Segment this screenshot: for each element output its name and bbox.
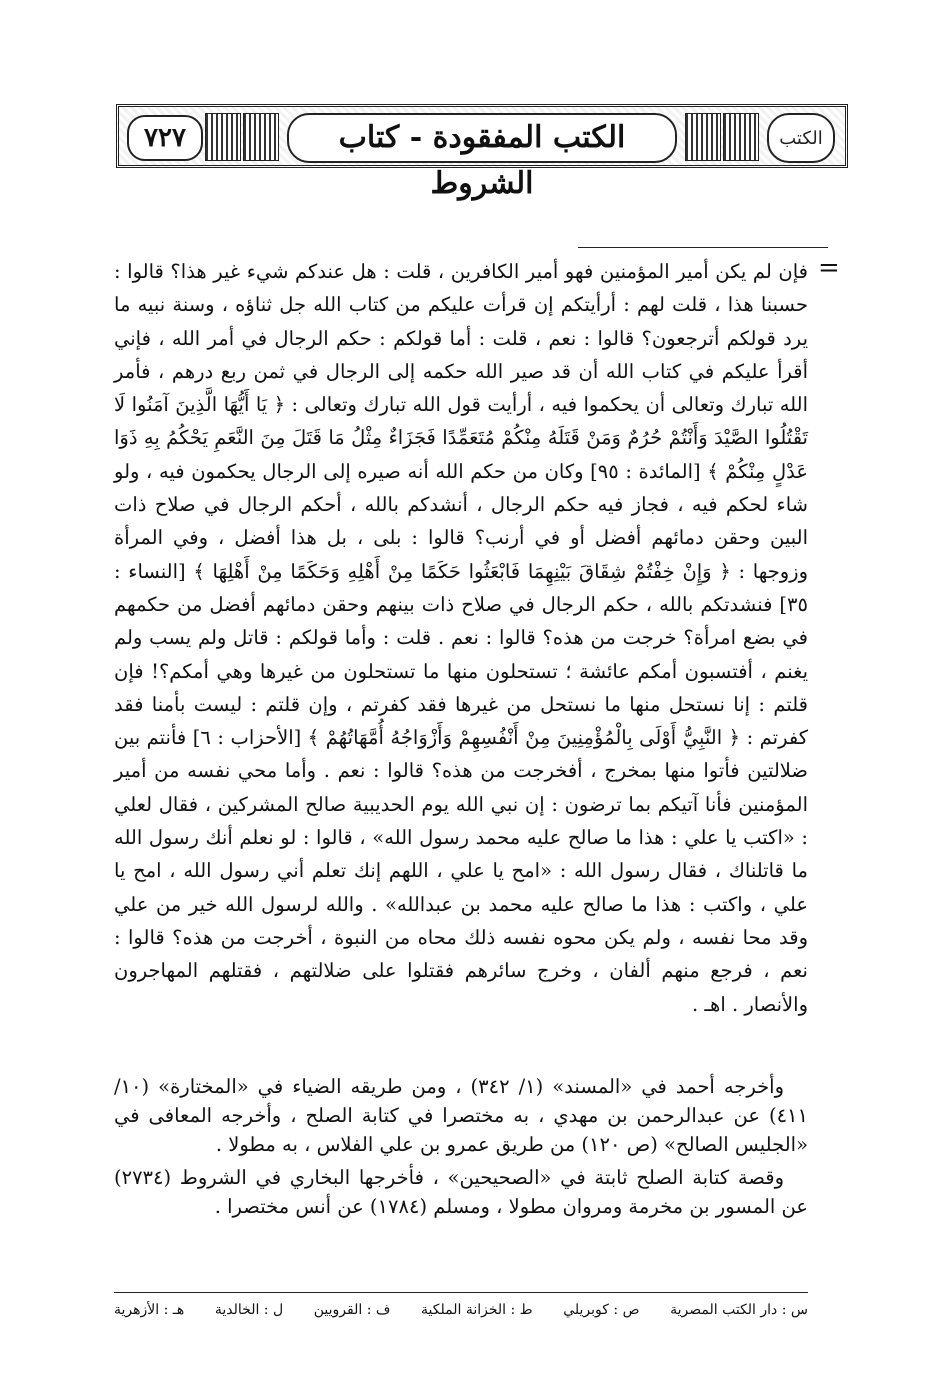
legend-item: ل : الخالدية <box>214 1302 284 1318</box>
page-header <box>116 104 848 201</box>
top-rule <box>578 247 828 248</box>
legend-item: ط : الخزانة الملكية <box>421 1302 533 1318</box>
legend-item: ص : كوبريلي <box>563 1302 640 1318</box>
bottom-rule <box>114 1292 808 1293</box>
main-paragraph: فإن لم يكن أمير المؤمنين فهو أمير الكافرين ، قلت : هل عندكم شيء غير هذا؟ قالوا : حسبنا هذا ، قلت لهم : أرأيتكم إن قرأت عليكم من كتاب الله جل ثناؤه ، وسنة نبيه ما يرد قولكم أترجعون؟ قالوا : نعم ، قلت : أما قولكم : حكم الرجال في أمر الله ، فإني أقرأ عليكم في كتاب الله أن قد صير الله حكمه إلى الرجال في ثمن ربع درهم ، فأمر الله تبارك وتعالى أن يحكموا فيه ، أرأيت قول الله تبارك وتعالى : ﴿ يَا أَيُّهَا الَّذِينَ آمَنُوا لَا تَقْتُلُوا الصَّيْدَ وَأَنْتُمْ حُرُمٌ وَمَنْ قَتَلَهُ مِنْكُمْ مُتَعَمِّدًا فَجَزَاءٌ مِثْلُ مَا قَتَلَ مِنَ النَّعَمِ يَحْكُمُ بِهِ ذَوَا عَدْلٍ مِنْكُمْ ﴾ [المائدة : ٩٥] وكان من حكم الله أنه صيره إلى الرجال يحكمون فيه ، ولو شاء لحكم فيه ، فجاز فيه حكم الرجال ، أنشدكم بالله ، أحكم الرجال في صلاح ذات البين وحقن دمائهم أفضل أو في أرنب؟ قالوا : بلى ، بل هذا أفضل ، وفي المرأة وزوجها : ﴿ وَإِنْ خِفْتُمْ شِقَاقَ بَيْنِهِمَا فَابْعَثُوا حَكَمًا مِنْ أَهْلِهِ وَحَكَمًا مِنْ أَهْلِهَا ﴾ [النساء : ٣٥] فنشدتكم بالله ، حكم الرجال في صلاح ذات بينهم وحقن دمائهم أفضل من حكمهم في بضع امرأة؟ خرجت من هذه؟ قالوا : نعم . قلت : وأما قولكم : قاتل ولم يسب ولم يغنم ، أفتسبون أمكم عائشة ؛ تستحلون منها ما تستحلون من غيرها وهي أمكم؟! فإن قلتم : إنا نستحل منها ما نستحل من غيرها فقد كفرتم ، وإن قلتم : ليست بأمنا فقد كفرتم : ﴿ النَّبِيُّ أَوْلَى بِالْمُؤْمِنِينَ مِنْ أَنْفُسِهِمْ وَأَزْوَاجُهُ أُمَّهَاتُهُمْ ﴾ [الأحزاب : ٦] فأنتم بين ضلالتين فأتوا منها بمخرج ، أفخرجت من هذه؟ قالوا : نعم . وأما محي نفسه من أمير المؤمنين فأنا آتيكم بما ترضون : إن نبي الله يوم الحديبية صالح المشركين ، فقال لعلي : «اكتب يا علي : هذا ما صالح عليه محمد رسول الله» ، قالوا : لو نعلم أنك رسول الله ما قاتلناك ، فقال رسول الله : «امح يا علي ، اللهم إنك تعلم أني رسول الله ، امح يا علي ، واكتب : هذا ما صالح عليه محمد بن عبدالله» . والله لرسول الله خير من علي وقد محا نفسه ، ولم يكن محوه نفسه ذلك محاه من النبوة ، أخرجت من هذه؟ قالوا : نعم ، فرجع منهم ألفان ، وخرج سائرهم فقتلوا على ضلالتهم ، فقتلهم المهاجرون والأنصار . اهـ . <box>114 260 808 1016</box>
legend-item: س : دار الكتب المصرية <box>670 1302 808 1318</box>
header-ornament <box>723 113 759 161</box>
header-ornament <box>685 113 721 161</box>
publisher-logo: الكتب <box>767 113 835 163</box>
note-paragraph: وقصة كتابة الصلح ثابتة في «الصحيحين» ، فأخرجها البخاري في الشروط (٢٧٣٤) عن المسور بن مخرمة ومروان مطولا ، ومسلم (١٧٨٤) عن أنس مختصرا . <box>114 1166 808 1218</box>
header-ornament <box>205 113 241 161</box>
manuscript-legend <box>114 1300 808 1320</box>
note-paragraph: وأخرجه أحمد في «المسند» (١/ ٣٤٢) ، ومن طريقه الضياء في «المختارة» (١٠/ ٤١١) عن عبدالرحمن بن مهدي ، به مختصرا في كتابة الصلح ، وأخرجه المعافى في «الجليس الصالح» (ص ١٢٠) من طريق عمرو بن علي الفلاس ، به مطولا . <box>114 1075 808 1156</box>
main-text <box>114 255 808 1021</box>
header-ornament <box>243 113 279 161</box>
page-number: ٧٢٧ <box>127 115 203 161</box>
running-title: الكتب المفقودة - كتاب الشروط <box>287 113 677 163</box>
legend-item: هـ : الأزهرية <box>114 1302 185 1318</box>
continuation-mark: = <box>818 253 840 283</box>
legend-item: ف : القرويين <box>313 1302 391 1318</box>
notes-section <box>114 1072 808 1225</box>
